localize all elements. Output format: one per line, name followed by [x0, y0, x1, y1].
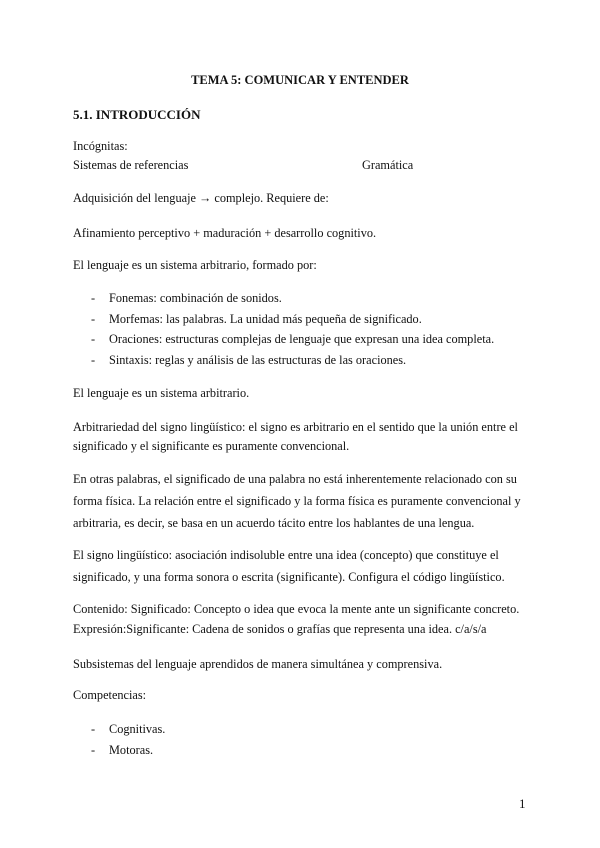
otras-palabras-line: En otras palabras, el significado de una palabra no está inherentemente relacionado con su [73, 472, 517, 486]
list-item: Motoras. [109, 743, 154, 757]
bullet-dash: - [91, 312, 96, 326]
incognitas-right: Gramática [362, 158, 414, 172]
lenguaje-intro: El lenguaje es un sistema arbitrario, formado por: [73, 258, 317, 272]
list-item: Oraciones: estructuras complejas de lenguaje que expresan una idea completa. [109, 332, 495, 346]
expresion-text: Expresión:Significante: Cadena de sonidos o grafías que representa una idea. c/a/s/a [73, 622, 487, 636]
bullet-dash: - [91, 353, 96, 367]
page-number: 1 [519, 796, 526, 811]
otras-palabras-line: arbitraria, es decir, se basa en un acuerdo tácito entre los hablantes de una lengua. [73, 516, 475, 530]
bullet-dash: - [91, 291, 96, 305]
bullet-dash: - [91, 722, 96, 736]
signo-line: El signo lingüístico: asociación indisoluble entre una idea (concepto) que constituye el [73, 548, 499, 562]
bullet-dash: - [91, 743, 96, 757]
competencias-label: Competencias: [73, 688, 147, 702]
subsistemas-text: Subsistemas del lenguaje aprendidos de manera simultánea y comprensiva. [73, 657, 443, 671]
incognitas-left: Sistemas de referencias [73, 158, 189, 172]
arbitrariedad-line: significado y el significante es puramente convencional. [73, 439, 350, 453]
arbitrario-text: El lenguaje es un sistema arbitrario. [73, 386, 250, 400]
adquisicion-text: Adquisición del lenguaje → complejo. Requiere de: [73, 191, 329, 205]
signo-line: significado, y una forma sonora o escrita (significante). Configura el código lingüístico. [73, 570, 505, 584]
arbitrariedad-line: Arbitrariedad del signo lingüístico: el signo es arbitrario en el sentido que la unión entre el [73, 420, 518, 434]
list-item: Cognitivas. [109, 722, 166, 736]
document-title: TEMA 5: COMUNICAR Y ENTENDER [191, 73, 409, 87]
incognitas-label: Incógnitas: [73, 139, 128, 153]
list-item: Sintaxis: reglas y análisis de las estructuras de las oraciones. [109, 353, 407, 367]
section-heading: 5.1. INTRODUCCIÓN [73, 107, 201, 122]
list-item: Morfemas: las palabras. La unidad más pequeña de significado. [109, 312, 422, 326]
otras-palabras-line: forma física. La relación entre el significado y la forma física es puramente convencional y [73, 494, 521, 508]
list-item: Fonemas: combinación de sonidos. [109, 291, 282, 305]
contenido-text: Contenido: Significado: Concepto o idea que evoca la mente ante un significante concreto. [73, 602, 520, 616]
afinamiento-text: Afinamiento perceptivo + maduración + desarrollo cognitivo. [73, 226, 377, 240]
bullet-dash: - [91, 332, 96, 346]
